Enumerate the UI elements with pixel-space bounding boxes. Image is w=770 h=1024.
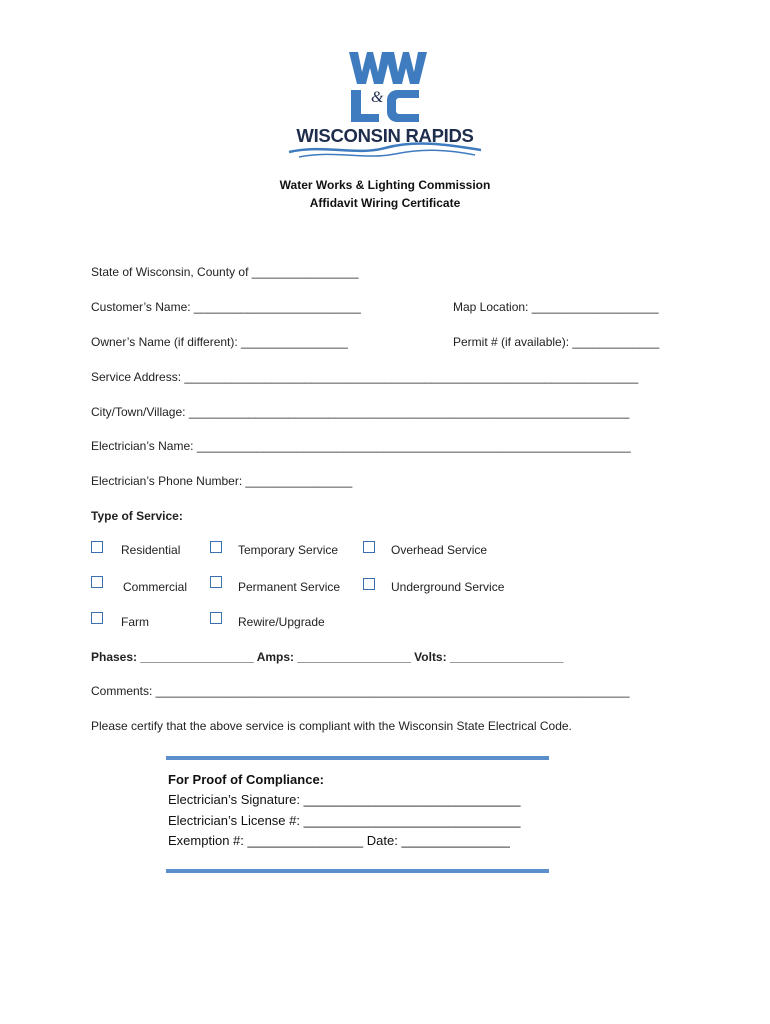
wwlc-logo — [285, 44, 485, 164]
type-of-service-heading: Type of Service: — [91, 509, 183, 523]
electrician-signature-field[interactable]: Electrician’s Signature: ______________________________ — [168, 792, 521, 807]
form-title-commission: Water Works & Lighting Commission — [279, 178, 491, 192]
phases-amps-volts-fields[interactable]: Phases: _________________ Amps: _________________ Volts: _________________ — [91, 650, 564, 664]
rewire-upgrade-checkbox[interactable] — [210, 612, 222, 624]
compliance-heading: For Proof of Compliance: — [168, 772, 324, 787]
rewire-upgrade-label: Rewire/Upgrade — [238, 615, 325, 629]
overhead-service-label: Overhead Service — [391, 543, 488, 557]
electrician-license-field[interactable]: Electrician’s License #: ______________________________ — [168, 813, 521, 828]
commercial-checkbox[interactable] — [91, 576, 103, 588]
comments-field[interactable]: Comments: _______________________________________________________________________ — [91, 684, 630, 698]
farm-checkbox[interactable] — [91, 612, 103, 624]
compliance-box-top-rule — [166, 756, 549, 760]
logo-wordmark: WISCONSIN RAPIDS — [296, 125, 474, 146]
underground-service-checkbox[interactable] — [363, 578, 375, 590]
underground-service-label: Underground Service — [391, 580, 505, 594]
residential-checkbox[interactable] — [91, 541, 103, 553]
logo-ampersand: & — [371, 89, 384, 106]
compliance-box-bottom-rule — [166, 869, 549, 873]
exemption-date-field[interactable]: Exemption #: ________________ Date: _______________ — [168, 833, 510, 848]
city-town-village-field[interactable]: City/Town/Village: __________________________________________________________________ — [91, 405, 630, 419]
wwlc-logo-graphic — [285, 44, 485, 164]
permit-number-field[interactable]: Permit # (if available): _____________ — [453, 335, 660, 349]
map-location-field[interactable]: Map Location: ___________________ — [453, 300, 659, 314]
residential-label: Residential — [121, 543, 181, 557]
owner-name-field[interactable]: Owner’s Name (if different): ________________ — [91, 335, 348, 349]
electrician-phone-field[interactable]: Electrician’s Phone Number: ________________ — [91, 474, 353, 488]
temporary-service-checkbox[interactable] — [210, 541, 222, 553]
temporary-service-label: Temporary Service — [238, 543, 339, 557]
commercial-label: Commercial — [123, 580, 188, 594]
electrician-name-field[interactable]: Electrician’s Name: _________________________________________________________________ — [91, 439, 631, 453]
farm-label: Farm — [121, 615, 149, 629]
certify-statement: Please certify that the above service is compliant with the Wisconsin State Electrical Code. — [91, 719, 572, 733]
overhead-service-checkbox[interactable] — [363, 541, 375, 553]
form-title-certificate: Affidavit Wiring Certificate — [309, 196, 461, 210]
customer-name-field[interactable]: Customer’s Name: _________________________ — [91, 300, 361, 314]
permanent-service-checkbox[interactable] — [210, 576, 222, 588]
county-field[interactable]: State of Wisconsin, County of ________________ — [91, 265, 359, 279]
permanent-service-label: Permanent Service — [238, 580, 341, 594]
service-address-field[interactable]: Service Address: ____________________________________________________________________ — [91, 370, 639, 384]
